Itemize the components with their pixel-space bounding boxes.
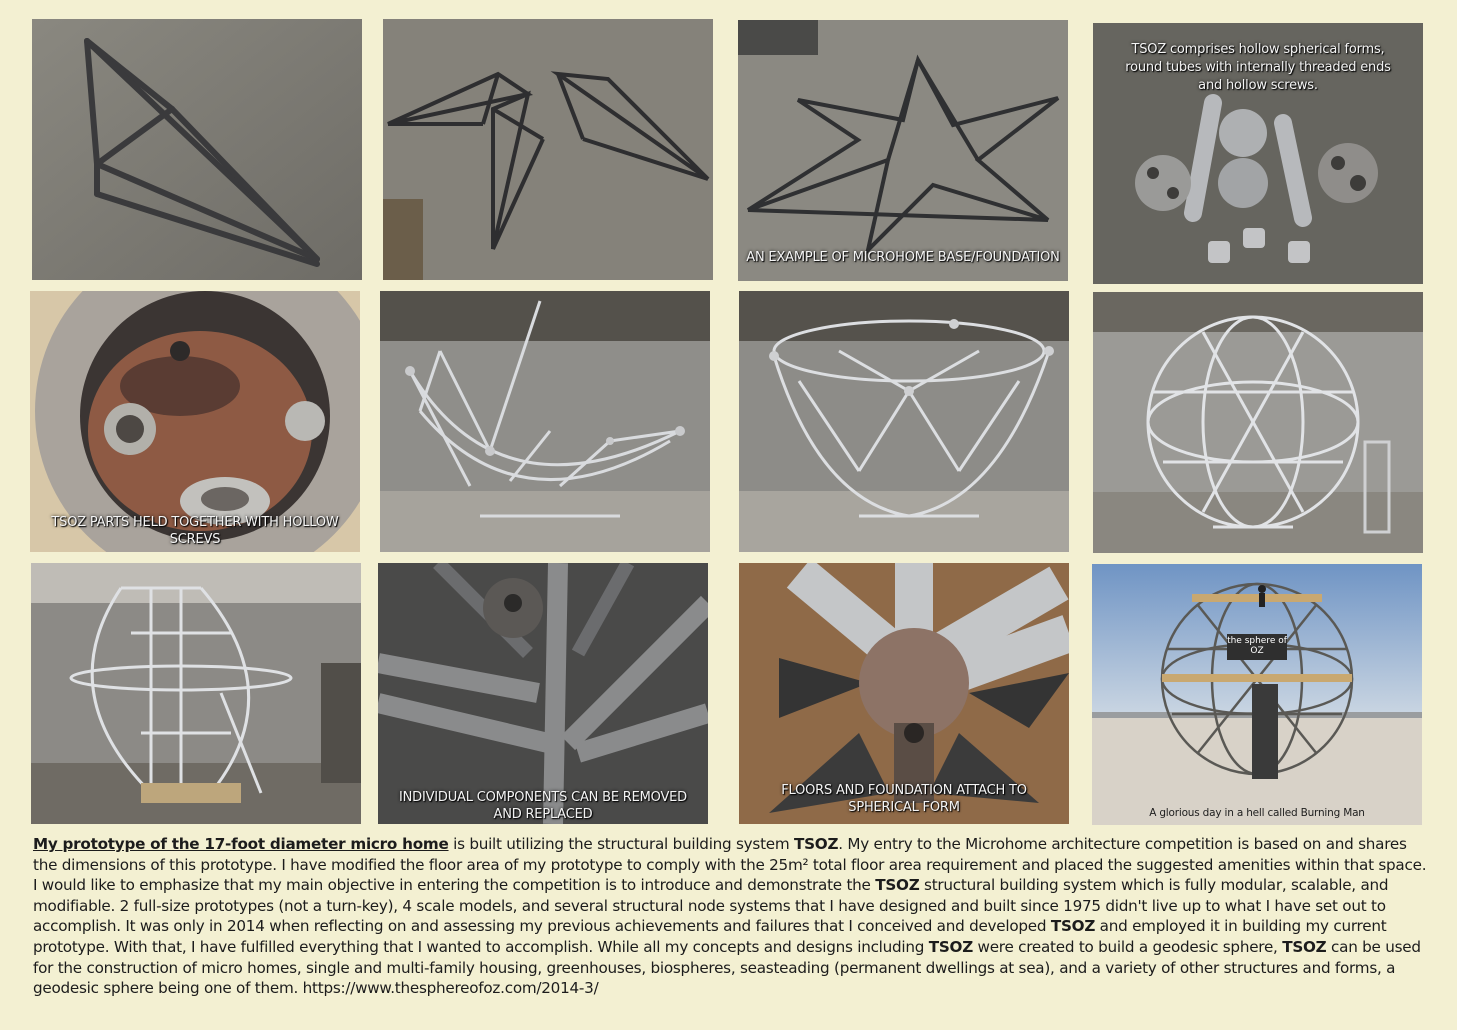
photo-prototype-workshop — [31, 563, 361, 824]
sign-line2: OZ — [1250, 646, 1264, 656]
tsoz-bold-1: TSOZ — [794, 835, 839, 853]
photo-sphere-frame — [1093, 292, 1423, 553]
description-lead: My prototype of the 17-foot diameter micro home — [33, 835, 449, 853]
caption-floors — [739, 782, 1069, 816]
caption-tsoz-parts-line1: TSOZ comprises hollow spherical forms, — [1131, 42, 1385, 57]
caption-burning-man: A glorious day in a hell called Burning Man — [1149, 807, 1365, 819]
caption-components — [378, 789, 708, 823]
caption-hollow-screws: TSOZ PARTS HELD TOGETHER WITH HOLLOW SCREVS — [51, 515, 339, 547]
photo-pyramid-frames — [383, 19, 713, 280]
tsoz-bold-3: TSOZ — [1050, 917, 1096, 936]
description-text-6: can be used for the construction of micro homes, single and multi-family housing, greenhouses, biospheres, seasteading (permanent dwellings at sea), and a variety of other structures and forms, a geodesic sphere being one of them. https://www.thesphereofoz.com/2014-3/ — [33, 937, 1421, 998]
caption-floors-line2: SPHERICAL FORM — [848, 800, 960, 815]
caption-tsoz-parts-line3: and hollow screws. — [1198, 78, 1318, 93]
caption-tsoz-parts-line2: round tubes with internally threaded ends — [1125, 60, 1391, 75]
caption-floors-line1: FLOORS AND FOUNDATION ATTACH TO — [781, 783, 1027, 798]
description-text-3: structural building system which is fully modular, scalable, and modifiable. 2 full-size prototypes (not a turn-key), 4 scale models, and several structural node systems that I have designed and built since 1975 didn't live up to what I have set out to accomplish. It was only in 2014 when reflecting on and assessing my previous achievements and failures that I conceived and developed — [33, 876, 1389, 936]
description-paragraph — [33, 834, 1428, 999]
caption-tsoz-parts — [1093, 41, 1423, 95]
caption-foundation: AN EXAMPLE OF MICROHOME BASE/FOUNDATION — [746, 250, 1060, 265]
sign-line1: the sphere of — [1227, 636, 1287, 646]
tsoz-bold-2: TSOZ — [875, 876, 920, 895]
sign-sphere-of-oz — [1227, 636, 1287, 656]
description-text-1: is built utilizing the structural building system — [448, 835, 794, 853]
photo-burning-man — [1092, 564, 1422, 825]
photo-bowl-frame-1 — [380, 291, 710, 552]
photo-tsoz-parts — [1093, 23, 1423, 284]
photo-spherical-node — [739, 563, 1069, 824]
caption-components-line1: INDIVIDUAL COMPONENTS CAN BE REMOVED — [399, 790, 687, 805]
photo-bowl-frame-2 — [739, 291, 1069, 552]
caption-components-line2: AND REPLACED — [493, 807, 593, 822]
photo-triangular-frame — [32, 19, 362, 280]
tsoz-bold-4: TSOZ — [928, 937, 973, 956]
description-text-4: and employed it in building my current prototype. With that, I have fulfilled everything that I wanted to accomplish. While all my concepts and designs including — [33, 917, 1387, 956]
description-text-5: were created to build a geodesic sphere, — [972, 937, 1283, 956]
description-text-2: . My entry to the Microhome architecture competition is based on and shares the dimensions of this prototype. I have modified the floor area of my prototype to comply with the 25m² total floor area requirement and placed the suggested amenities within that space. I would like to emphasize that my main objective in entering the competition is to introduce and demonstrate the — [33, 835, 1427, 895]
photo-components-closeup — [378, 563, 708, 824]
tsoz-bold-5: TSOZ — [1282, 937, 1327, 956]
photo-star-foundation — [738, 20, 1068, 281]
photo-hollow-sphere-interior — [30, 291, 360, 552]
